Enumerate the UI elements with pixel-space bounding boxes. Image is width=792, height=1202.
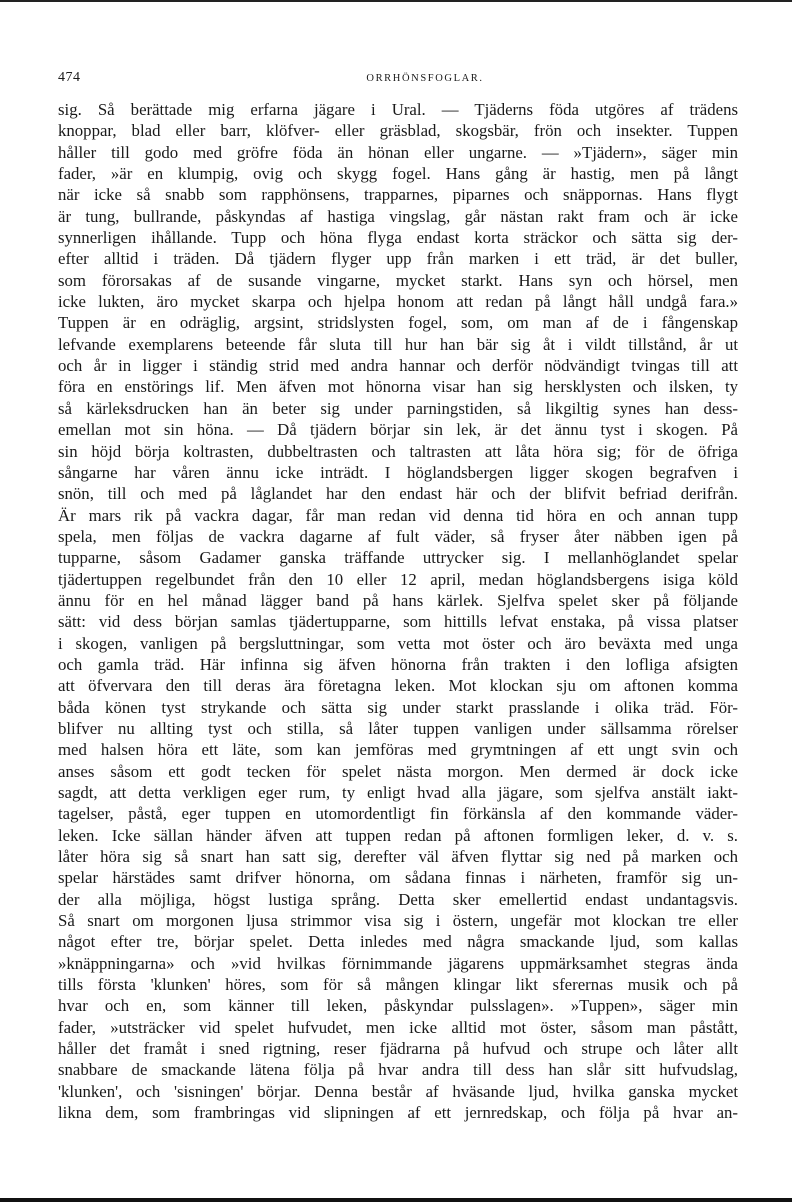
text-line: håller till godo med gröfre föda än hönan eller ungarne. — »Tjädern», säger min	[58, 142, 738, 162]
text-line: lefvande exemplarens beteende får sluta till hur han bär sig åt i vildt tillstånd, år ut	[58, 334, 738, 354]
text-line: sagdt, att detta verkligen eger rum, ty enligt hvad alla jägare, som sjelfva anstält iakt-	[58, 783, 738, 802]
text-line: synnerligen ihållande. Tupp och höna flyga endast korta sträckor och sätta sig der-	[58, 228, 738, 248]
text-line: med halsen höra ett läte, som kan jemföras med grymtningen af ett ungt svin och	[58, 740, 738, 760]
text-line: sig. Så berättade mig erfarna jägare i Ural. — Tjäderns föda utgöres af trädens	[58, 100, 738, 119]
text-line: Så snart om morgonen ljusa strimmor visa sig i östern, ungefär mot klockan tre eller	[58, 911, 738, 931]
text-line: tjädertuppen regelbundet från den 10 eller 12 april, medan höglandsbergens isiga köld	[58, 569, 738, 589]
text-line: är tung, bullrande, påskyndas af hastiga vingslag, går nästan rakt fram och är icke	[58, 206, 738, 226]
text-line: så kärleksdrucken han än beter sig under parningstiden, så likgiltig synes han dess-	[58, 398, 738, 418]
text-line: Är mars rik på vackra dagar, får man redan vid denna tid höra en och annan tupp	[58, 505, 738, 525]
text-line: likna dem, som frambringas vid slipningen af ett jernredskap, och följa på hvar an-	[58, 1103, 738, 1123]
text-line: som förorsakas af de susande vingarne, mycket starkt. Hans syn och hörsel, men	[58, 270, 738, 290]
text-line: något efter tre, börjar spelet. Detta inledes med några smackande ljud, som kallas	[58, 932, 738, 952]
text-line: ännu för en hel månad lägger band på hans kärlek. Sjelfva spelet sker på följande	[58, 590, 738, 610]
text-line: snön, till och med på låglandet har den endast här och der blifvit befriad derifrån.	[58, 484, 738, 504]
text-line: sångarne har våren ännu icke inträdt. I höglandsbergen ligger skogen begrafven i	[58, 462, 738, 482]
text-line: att öfvervara den till deras ära företagna leken. Mot klockan sju om aftonen komma	[58, 676, 738, 696]
text-line: och gamla träd. Här infinna sig äfven hönorna från trakten i den lofliga afsigten	[58, 654, 738, 674]
text-line: fader, »är en klumpig, ovig och skygg fogel. Hans gång är hastig, men på långt	[58, 164, 738, 184]
text-line: emellan mot sin höna. — Då tjädern börjar sin lek, är det ännu tyst i skogen. På	[58, 420, 738, 440]
text-line: när icke så snabb som rapphönsens, trapparnes, piparnes och snäppornas. Hans flygt	[58, 185, 738, 205]
text-line: hvar och en, som känner till leken, påskyndar pulsslagen». »Tuppen», säger min	[58, 996, 738, 1016]
text-line: icke lukten, äro mycket skarpa och hjelpa honom att redan på långt håll undgå fara.»	[58, 292, 738, 312]
text-line: 'klunken', och 'sisningen' börjar. Denna består af hväsande ljud, hvilka ganska mycket	[58, 1081, 738, 1101]
text-line: »knäppningarna» och »vid hvilkas förnimmande jägarens uppmärksamhet stegras ända	[58, 953, 738, 973]
text-line: fader, »utsträcker vid spelet hufvudet, men icke alltid mot öster, såsom man påstått,	[58, 1017, 738, 1037]
page-number: 474	[58, 70, 81, 85]
text-line: tills första 'klunken' höres, som för så mången klingar likt sferernas musik och på	[58, 975, 738, 995]
text-line: blifver nu allting tyst och stilla, så låter tuppen vanligen under sällsamma rörelser	[58, 718, 738, 738]
text-line: föra en enstörings lif. Men äfven mot hönorna visar han sig hersklysten och ilsken, ty	[58, 377, 738, 397]
text-line: der alla möjliga, högst lustiga språng. Detta sker emellertid endast undantagsvis.	[58, 889, 738, 909]
text-line: spelar härstädes samt drifver hönorna, om sådana finnas i närheten, framför sig un-	[58, 868, 738, 888]
body-text	[58, 99, 738, 1124]
running-head: ORRHÖNSFOGLAR.	[366, 73, 484, 84]
text-line: i skogen, vanligen på bergsluttningar, som vetta mot öster och äro beväxta med unga	[58, 633, 738, 653]
text-line: sin höjd börja koltrasten, dubbeltrasten och taltrasten att låta höra sig; för de öfriga	[58, 441, 738, 461]
text-line: efter alltid i träden. Då tjädern flyger upp från marken i ett träd, är det buller,	[58, 249, 738, 269]
bottom-border	[0, 1198, 792, 1202]
text-line: leken. Icke sällan händer äfven att tuppen redan på aftonen formligen leker, d. v. s.	[58, 825, 738, 845]
text-line: knoppar, blad eller barr, klöfver- eller gräsblad, skogsbär, frön och insekter. Tuppen	[58, 121, 738, 141]
text-line: anses såsom ett godt tecken för spelet nästa morgon. Men dermed är dock icke	[58, 761, 738, 781]
text-line: och år in ligger i ständig strid med andra hannar och derför nödvändigt tvingas till att	[58, 356, 738, 376]
text-line: sätt: vid dess början samlas tjädertupparne, som hittills lefvat enstaka, på vissa platser	[58, 612, 738, 632]
text-line: Tuppen är en odräglig, argsint, stridslysten fogel, som, om man af de i fångenskap	[58, 313, 738, 333]
text-line: tagelser, påstå, eger tuppen en utomordentligt fin förkänsla af den kommande väder-	[58, 804, 738, 824]
text-line: tupparne, såsom Gadamer ganska träffande uttrycker sig. I mellanhöglandet spelar	[58, 548, 738, 568]
text-line: spela, men följas de vackra dagarne af fult väder, så fryser åter näbben igen på	[58, 526, 738, 546]
text-line: håller det framåt i sned rigtning, reser fjädrarna på hufvud och strupe och låter allt	[58, 1039, 738, 1059]
text-line: båda könen tyst strykande och sätta sig under starkt prasslande i olika träd. För-	[58, 697, 738, 717]
text-line: snabbare de smackande lätena följa på hvar andra till dess han slår sitt hufvudslag,	[58, 1060, 738, 1080]
text-line: låter höra sig så snart han satt sig, derefter väl äfven flyttar sig ned på marken och	[58, 847, 738, 867]
top-border	[0, 0, 792, 2]
